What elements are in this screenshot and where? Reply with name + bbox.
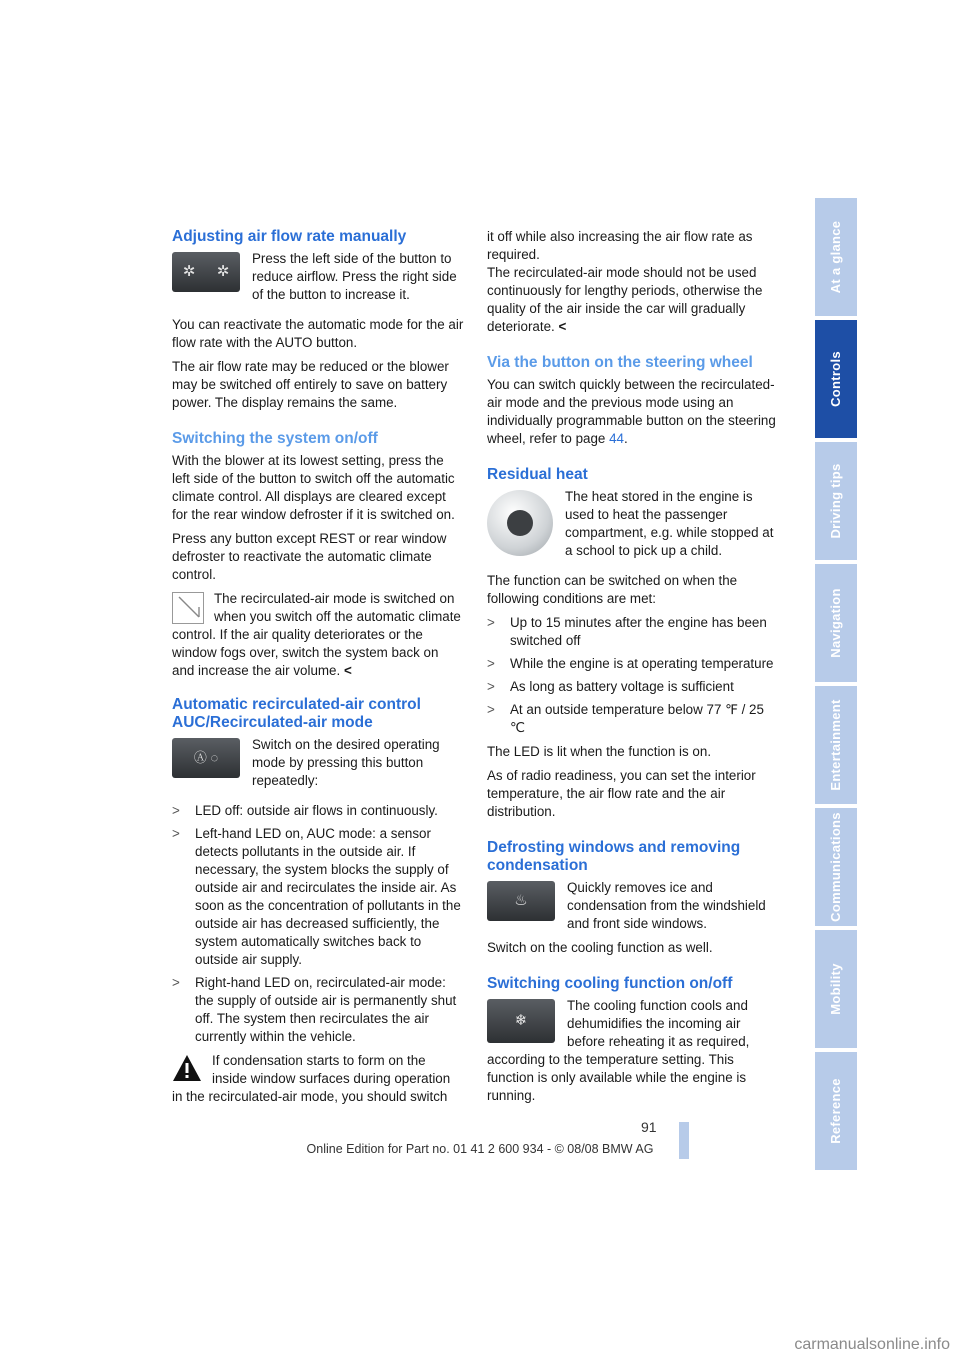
defrost-button-image <box>487 881 555 921</box>
tab-communications[interactable] <box>815 808 857 927</box>
defrost-block <box>487 879 779 939</box>
tab-label: Navigation <box>828 588 843 658</box>
list-item <box>487 701 779 737</box>
residual-desc: The heat stored in the engine is used to heat the passenger compartment, e.g. while stopped at a school to pick up a child. <box>565 489 774 558</box>
conditions-list <box>487 614 779 737</box>
airflow-block <box>172 250 464 310</box>
auc-desc: Switch on the desired operating mode by pressing this button repeatedly: <box>252 737 440 788</box>
auc-block <box>172 736 464 796</box>
steering-text: You can switch quickly between the recirculated-air mode and the previous mode using an individually programmable button on the steering wheel, refer to page 44. <box>487 377 776 446</box>
note-text: The recirculated-air mode is switched on when you switch off the automatic climate control. If the air quality deteriorates or the window fogs over, switch the system back on and increase the air volume. <box>172 591 461 678</box>
watermark: carmanualsonline.info <box>794 1336 950 1353</box>
cooling-block <box>487 997 779 1105</box>
list-item <box>487 655 779 673</box>
tab-label: At a glance <box>828 220 843 294</box>
warning-text: If condensation starts to form on the inside window surfaces during operation in the recirculated-air mode, you should switch <box>172 1053 451 1104</box>
snowflake-icon: ❄ <box>514 1012 528 1029</box>
tab-driving-tips[interactable] <box>815 442 857 561</box>
list-item-text: At an outside temperature below 77 ℉ / 25 ℃ <box>510 702 764 735</box>
tab-label: Entertainment <box>828 699 843 791</box>
note-block <box>172 590 464 680</box>
footer: Online Edition for Part no. 01 41 2 600 934 - © 08/08 BMW AG <box>306 1142 654 1156</box>
warning-block <box>172 1052 464 1106</box>
defrost-desc: Quickly removes ice and condensation from the windshield and front side windows. <box>567 880 766 931</box>
conditions-text: The function can be switched on when the following conditions are met: <box>487 573 738 606</box>
tab-at-a-glance[interactable] <box>815 198 857 317</box>
end-marker: < <box>343 663 352 678</box>
cont-text-2-body: The recirculated-air mode should not be used continuously for lengthy periods, otherwise the quality of the air inside the car will gradually deteriorate. <box>487 265 763 334</box>
residual-block <box>487 488 779 566</box>
tab-label: Mobility <box>828 963 843 1015</box>
heading-steering: Via the button on the steering wheel <box>487 354 753 371</box>
auto-text: You can reactivate the automatic mode for the air flow rate with the AUTO button. <box>172 317 464 350</box>
list-item-text: Left-hand LED on, AUC mode: a sensor detects pollutants in the outside air. If necessary, the system blocks the supply of outside air and recirculates the inside air. As soon as the concentration of pollutants in the outside air has decreased sufficiently, the system automatically switches back to outside air supply. <box>195 826 461 967</box>
fan-icon: ✲ <box>216 263 230 280</box>
airflow-desc: Press the left side of the button to reduce airflow. Press the right side of the button to increase it. <box>252 251 457 302</box>
warning-icon <box>172 1054 202 1082</box>
led-text: The LED is lit when the function is on. <box>487 744 712 759</box>
knob-center <box>507 510 533 536</box>
bullet-marker: > <box>487 679 495 694</box>
heading-defrost: Defrosting windows and removing condensation <box>487 839 741 874</box>
heading-system: Switching the system on/off <box>172 430 378 447</box>
cooling-desc: The cooling function cools and dehumidifies the incoming air before reheating it as required, according to the temperature setting. This function is only available while the engine is running. <box>487 998 750 1103</box>
tab-label: Controls <box>828 351 843 407</box>
tab-label: Communications <box>828 812 843 922</box>
heading-residual: Residual heat <box>487 466 588 483</box>
tab-controls[interactable] <box>815 320 857 439</box>
fan-button-image <box>172 252 240 292</box>
list-item-text: As long as battery voltage is sufficient <box>510 679 734 694</box>
page-link[interactable]: 44 <box>609 431 624 446</box>
list-item <box>487 614 779 650</box>
cont-text-1: it off while also increasing the air flow rate as required. <box>487 229 753 262</box>
right-column <box>487 228 779 1105</box>
bullet-marker: > <box>487 615 495 630</box>
residual-heat-knob-image <box>487 490 553 556</box>
system-off-text: With the blower at its lowest setting, press the left side of the button to switch off the automatic climate control. All displays are cleared except for the rear window defroster if it is switched on. <box>172 453 455 522</box>
heading-cooling: Switching cooling function on/off <box>487 975 733 992</box>
list-item-text: Right-hand LED on, recirculated-air mode: the supply of outside air is permanently shut off. The system then recirculates the air currently within the vehicle. <box>195 975 457 1044</box>
steering-text-body: You can switch quickly between the recirculated-air mode and the previous mode using an individually programmable button on the steering wheel, refer to page <box>487 377 776 446</box>
battery-text: The air flow rate may be reduced or the blower may be switched off entirely to save on battery power. The display remains the same. <box>172 359 449 410</box>
bullet-marker: > <box>172 975 180 990</box>
auc-button-image <box>172 738 240 778</box>
radio-text: As of radio readiness, you can set the interior temperature, the air flow rate and the air distribution. <box>487 768 756 819</box>
fan-icon: ✲ <box>182 263 196 280</box>
tab-mobility[interactable] <box>815 930 857 1049</box>
heading-airflow: Adjusting air flow rate manually <box>172 228 407 245</box>
cont-text <box>487 228 779 264</box>
note-icon <box>172 592 204 624</box>
list-item-text: While the engine is at operating temperature <box>510 656 774 671</box>
bullet-marker: > <box>487 702 495 717</box>
auc-list <box>172 802 464 1046</box>
bullet-marker: > <box>172 826 180 841</box>
end-marker: < <box>558 319 567 334</box>
list-item <box>172 825 464 969</box>
left-column <box>172 228 464 1106</box>
heading-auc: Automatic recirculated-air control AUC/Recirculated-air mode <box>172 696 421 731</box>
list-item-text: Up to 15 minutes after the engine has been switched off <box>510 615 767 648</box>
tab-label: Driving tips <box>828 463 843 539</box>
bullet-marker: > <box>487 656 495 671</box>
cooling-button-image <box>487 999 555 1043</box>
tab-label: Reference <box>828 1078 843 1144</box>
list-item-text: LED off: outside air flows in continuously. <box>195 803 438 818</box>
bullet-marker: > <box>172 803 180 818</box>
list-item <box>487 678 779 696</box>
system-on-text: Press any button except REST or rear window defroster to reactivate the automatic climate control. <box>172 531 447 582</box>
cont-text-2 <box>487 264 779 336</box>
auc-icon: Ⓐ ◌ <box>193 750 219 765</box>
tab-navigation[interactable] <box>815 564 857 683</box>
cooling-hint: Switch on the cooling function as well. <box>487 940 713 955</box>
defrost-icon: ♨ <box>514 892 528 909</box>
tab-entertainment[interactable] <box>815 686 857 805</box>
chapter-tabs <box>815 198 857 1174</box>
page-number: 91 <box>641 1119 657 1135</box>
list-item <box>172 802 464 820</box>
list-item <box>172 974 464 1046</box>
